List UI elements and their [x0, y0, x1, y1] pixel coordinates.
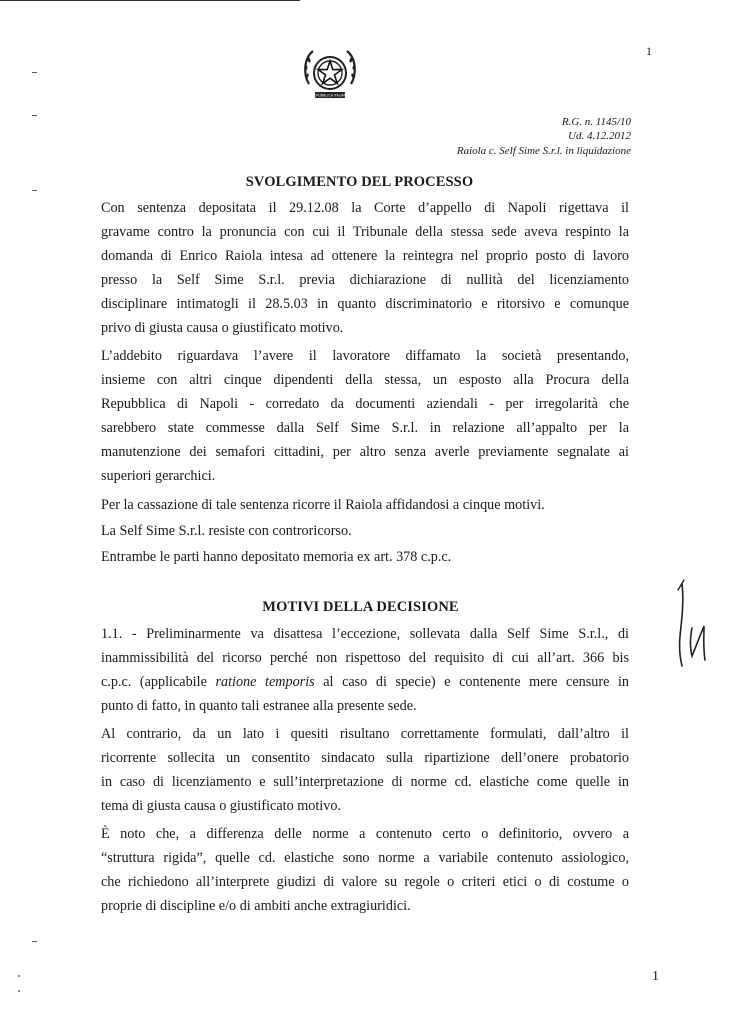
- paragraph-line: superiori gerarchici.: [101, 468, 216, 484]
- paragraph-line: presso la Self Sime S.r.l. previa dichiarazione di nullità del licenziamento: [101, 272, 629, 288]
- paragraph-line: manutenzione dei semafori cittadini, per altro senza averle previamente segnalate ai: [101, 444, 629, 460]
- paragraph-line: Con sentenza depositata il 29.12.08 la Corte d’appello di Napoli rigettava il: [101, 200, 629, 216]
- paragraph-line: Al contrario, da un lato i quesiti risultano correttamente formulati, dall’altro il: [101, 726, 629, 742]
- paragraph-line: sarebbero state commesse dalla Self Sime S.r.l. in relazione all’appalto per la: [101, 420, 629, 436]
- case-parties: Raiola c. Self Sime S.r.l. in liquidazione: [456, 145, 631, 157]
- paragraph-line-mixed: c.p.c. (applicabile ratione temporis al caso di specie) e contenente mere censure in: [101, 674, 629, 690]
- paragraph-line: ricorrente sollecita un consentito sindacato sulla ripartizione dell’onere probatorio: [101, 750, 629, 766]
- paragraph-line: È noto che, a differenza delle norme a contenuto certo o definitorio, ovvero a: [101, 826, 629, 842]
- page-number-top: 1: [646, 44, 652, 58]
- paragraph-line: domanda di Enrico Raiola intesa ad ottenere la reintegra nel proprio posto di lavoro: [101, 248, 629, 264]
- handwritten-initials-icon: [670, 570, 715, 670]
- case-number: R.G. n. 1145/10: [561, 116, 631, 128]
- paragraph-line: tema di giusta causa o giustificato motivo.: [101, 798, 341, 814]
- paragraph-line: che richiedono all’interprete giudizi di valore su regole o criteri etici o di costume o: [101, 874, 629, 890]
- paragraph-line: Entrambe le parti hanno depositato memoria ex art. 378 c.p.c.: [101, 549, 452, 565]
- paragraph-line: “struttura rigida”, quelle cd. elastiche sono norme a variabile contenuto assiologico,: [101, 850, 629, 866]
- paragraph-line: proprie di discipline e/o di ambiti anche extragiuridici.: [101, 898, 411, 914]
- hearing-date: Ud. 4.12.2012: [568, 130, 631, 142]
- paragraph-line: 1.1. - Preliminarmente va disattesa l’eccezione, sollevata dalla Self Sime S.r.l., di: [101, 626, 629, 642]
- paragraph-line: privo di giusta causa o giustificato motivo.: [101, 320, 344, 336]
- scan-mark: [32, 72, 37, 73]
- paragraph-line: in caso di licenziamento e sull’interpretazione di norme cd. elastiche come quelle in: [101, 774, 629, 790]
- scan-mark: [18, 975, 20, 977]
- paragraph-line: Per la cassazione di tale sentenza ricorre il Raiola affidandosi a cinque motivi.: [101, 497, 545, 513]
- latin-phrase: ratione temporis: [215, 674, 315, 690]
- svg-text:REPUBBLICA ITALIANA: REPUBBLICA ITALIANA: [311, 93, 349, 98]
- page-number-bottom: 1: [652, 969, 659, 984]
- paragraph-line: La Self Sime S.r.l. resiste con controricorso.: [101, 523, 352, 539]
- paragraph-line: gravame contro la pronuncia con cui il Tribunale della stessa sede aveva respinto la: [101, 224, 629, 240]
- scan-mark: [32, 115, 37, 116]
- scan-edge-line: [0, 0, 300, 1]
- paragraph-line: inammissibilità del ricorso perché non rispettoso del requisito di cui all’art. 366 bis: [101, 650, 629, 666]
- section-heading-svolgimento: SVOLGIMENTO DEL PROCESSO: [245, 174, 474, 190]
- paragraph-line: L’addebito riguardava l’avere il lavoratore diffamato la società presentando,: [101, 348, 629, 364]
- scan-mark: [18, 990, 20, 992]
- section-heading-motivi: MOTIVI DELLA DECISIONE: [262, 599, 459, 615]
- paragraph-line: Repubblica di Napoli - corredato da documenti aziendali - per irregolarità che: [101, 396, 629, 412]
- paragraph-line: insieme con altri cinque dipendenti della stessa, un esposto alla Procura della: [101, 372, 629, 388]
- paragraph-line: disciplinare intimatogli il 28.5.03 in quanto discriminatorio e ritorsivo e comunque: [101, 296, 629, 312]
- scan-mark: [32, 190, 37, 191]
- emblem-icon: [301, 44, 359, 104]
- scan-mark: [32, 941, 37, 942]
- paragraph-line: punto di fatto, in quanto tali estranee alla presente sede.: [101, 698, 417, 714]
